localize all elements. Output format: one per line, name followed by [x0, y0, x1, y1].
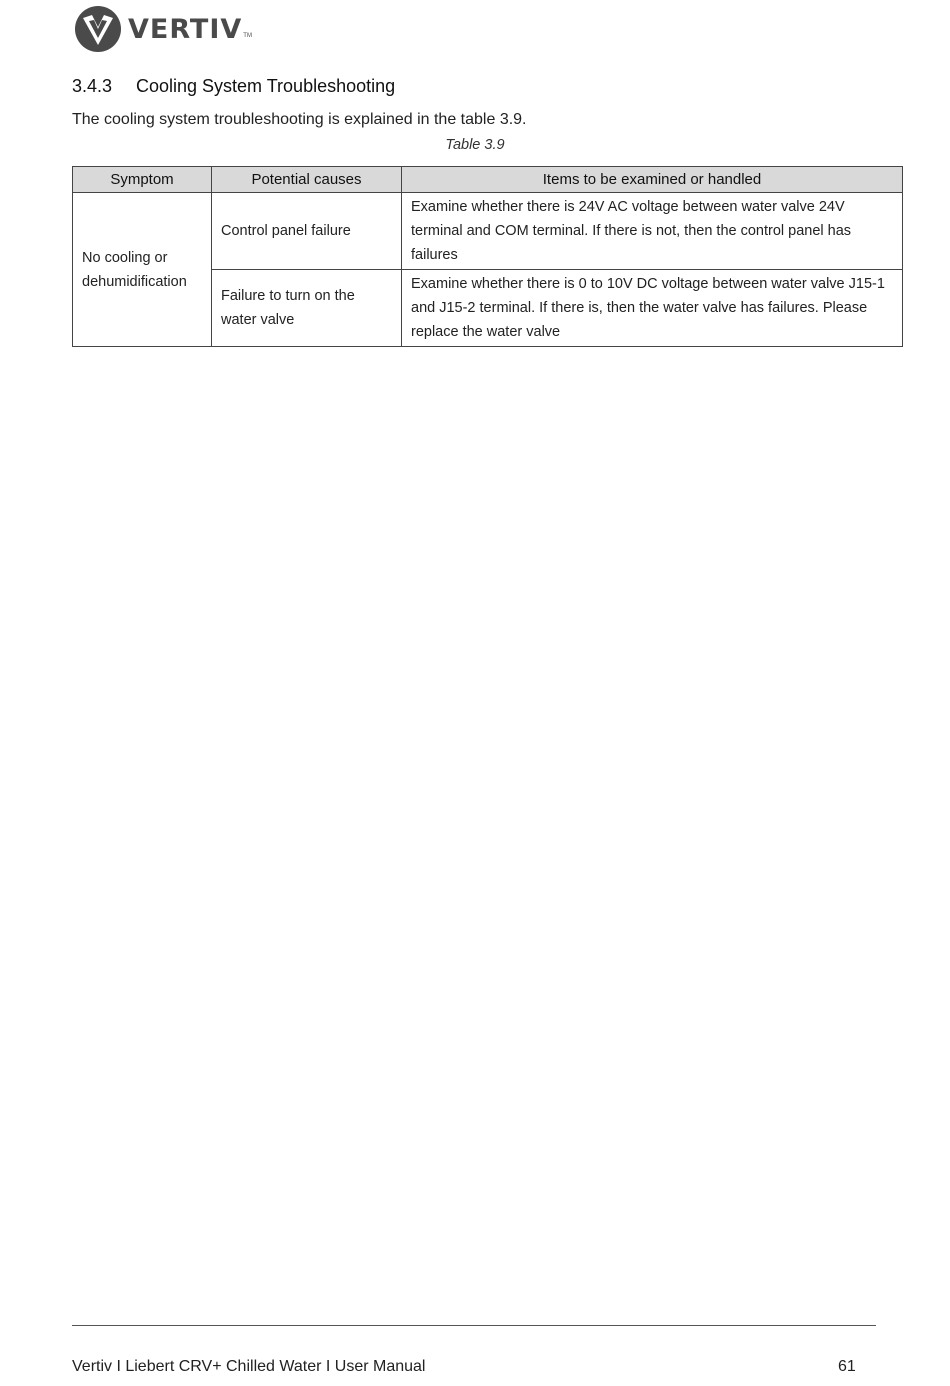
table-caption: Table 3.9	[445, 137, 505, 153]
intro-paragraph: The cooling system troubleshooting is explained in the table 3.9.	[72, 111, 527, 128]
table-header-row	[73, 167, 903, 193]
symptom-cell: No cooling or dehumidification	[73, 193, 212, 347]
vertiv-logo	[74, 5, 252, 53]
table-row	[73, 193, 903, 270]
section-title: Cooling System Troubleshooting	[136, 76, 396, 96]
header-potential-causes: Potential causes	[212, 167, 402, 193]
trademark-mark: TM	[243, 33, 252, 39]
section-number: 3.4.3	[72, 76, 113, 96]
header-symptom: Symptom	[73, 167, 212, 193]
troubleshooting-table	[72, 166, 903, 347]
header-items-examined: Items to be examined or handled	[402, 167, 903, 193]
page-number: 61	[838, 1358, 856, 1375]
action-cell: Examine whether there is 0 to 10V DC voltage between water valve J15-1 and J15-2 terminal. If there is, then the water valve has failures. Please replace the water valve	[402, 270, 903, 347]
action-cell: Examine whether there is 24V AC voltage between water valve 24V terminal and COM terminal. If there is not, then the control panel has failures	[402, 193, 903, 270]
footer-divider	[72, 1325, 876, 1326]
footer-title: Vertiv I Liebert CRV+ Chilled Water I User Manual	[72, 1358, 426, 1375]
vertiv-logo-text: VERTIV	[128, 13, 243, 45]
cause-cell: Failure to turn on the water valve	[212, 270, 402, 347]
cause-cell: Control panel failure	[212, 193, 402, 270]
section-heading	[72, 76, 395, 97]
vertiv-logo-icon	[74, 5, 122, 53]
